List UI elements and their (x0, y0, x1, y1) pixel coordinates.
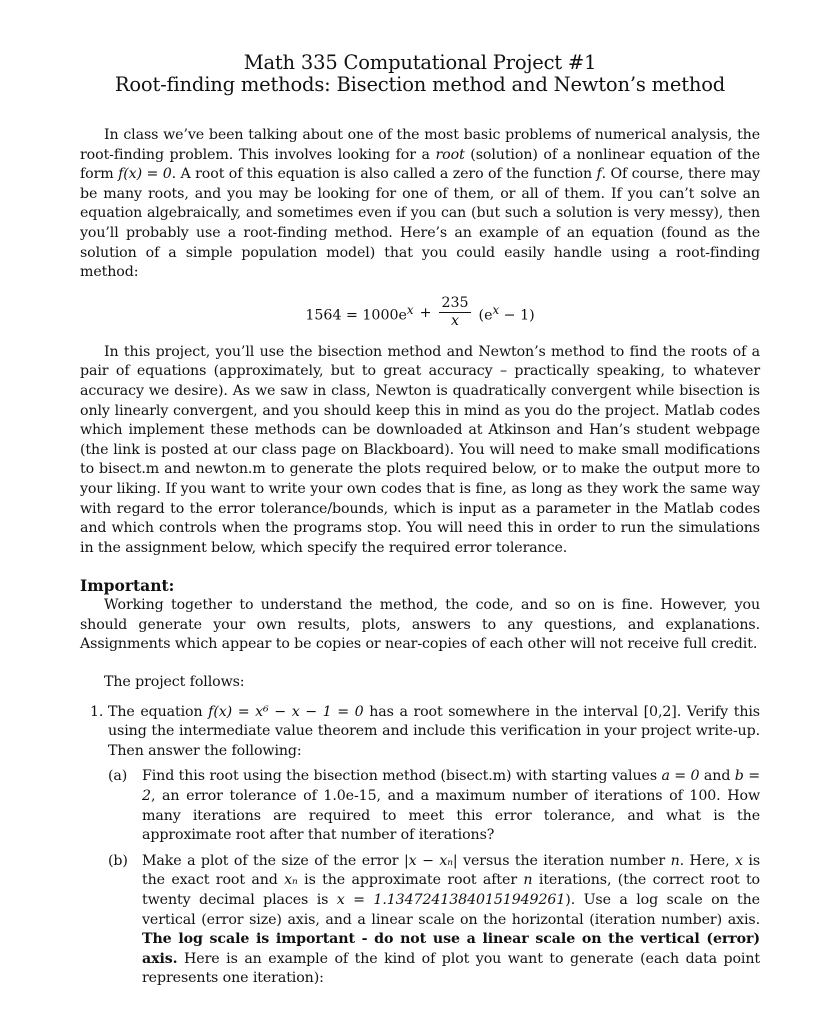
intro-text-b: (solution) of a nonlinear equation of the form (80, 146, 760, 183)
item1b-root-equation: x = 1.13472413840151949261 (336, 892, 566, 908)
equation-lhs-exponent: x (406, 302, 414, 317)
equation-plus: + (419, 304, 432, 321)
item1b-text-d: is the exact root and (142, 852, 761, 889)
item1b-text-e: is the approximate root after (297, 872, 524, 889)
item1b-n2: n (523, 872, 533, 889)
item1b-x1: x (735, 852, 743, 869)
item1b-text-h: Here is an example of the kind of plot you want to generate (each data point represents one iteration): (142, 950, 760, 987)
important-heading: Important: (80, 576, 175, 596)
intro-text-c: . A root of this equation is also called a zero of the function (171, 166, 597, 183)
equation-fraction (439, 295, 470, 330)
intro-text-a: In class we’ve been talking about one of the most basic problems of numerical analysis, the root-finding problem. This involves looking for a (80, 127, 760, 163)
item1-text-b: has a root somewhere in the interval [0,2]. Verify this using the intermediate value theorem and include this verification in your project write-up. Then answer the following: (108, 703, 760, 759)
project-paragraph: In this project, you’ll use the bisection method and Newton’s method to find the roots of a pair of equations (approximately, but to great accuracy – practically speaking, to whatever accuracy we desire). As we saw in class, Newton is quadratically convergent while bisection is only linearly convergent, and you should keep this in mind as you do the project. Matlab codes which implement these methods can be downloaded at Atkinson and Han’s student webpage (the link is posted at our class page on Blackboard). You will need to make small modifications to bisect.m and newton.m to generate the plots required below, or to make the output more to your liking. If you want to write your own codes that is fine, as long as they work the same way with regard to the error tolerance/bounds, which is input as a parameter in the Matlab codes and which controls when the programs stop. You will need this in order to run the simulations in the assignment below, which specify the required error tolerance. (80, 343, 760, 556)
project-list (80, 703, 760, 989)
equation-lhs: 1564 = 1000e (305, 307, 407, 324)
item1b-text-g: ). Use a log scale on the vertical (error size) axis, and a linear scale on the horizontal (iteration number) axis. (142, 892, 760, 928)
fraction-denominator: x (450, 313, 459, 330)
fraction-numerator: 235 (441, 295, 469, 312)
follows-paragraph: The project follows: (104, 674, 245, 691)
intro-text-d: . Of course, there may be many roots, and you may be looking for one of them, or all of them. If you can’t solve an equation algebraically, and sometimes even if you can (but such a solution is very messy), then you’ll probably use a root-finding method. Here’s an example of an equation (found as the solution of a simple population model) that you could easily handle using a root-finding method: (80, 166, 760, 281)
item1b-bold-warning: The log scale is important - do not use a linear scale on the vertical (error) axis. (142, 931, 760, 967)
equation-rhs-exponent: x (492, 302, 500, 317)
item1b-text-b: versus the iteration number (457, 852, 671, 869)
item1a-text-a: Find this root using the bisection method (bisect.m) with starting values (142, 768, 662, 785)
item1b-text-c: . Here, (679, 852, 735, 869)
list-item-1b-marker: (b) (108, 852, 128, 869)
item1a-a-equation: a = 0 (661, 768, 700, 785)
equation-rhs-a: (e (478, 307, 493, 324)
list-item-1a-marker: (a) (108, 768, 128, 785)
intro-paragraph (80, 126, 760, 283)
list-item-1a (80, 767, 760, 845)
list-item-1 (80, 703, 760, 762)
item1a-and: and (699, 768, 735, 785)
equation-rhs-b: − 1) (499, 307, 535, 324)
intro-form-equation: f(x) = 0 (118, 166, 172, 183)
item1-text-a: The equation (108, 703, 209, 720)
item1a-text-b: , an error tolerance of 1.0e-15, and a maximum number of iterations of 100. How many iterations are required to meet this error tolerance, and what is the approximate root after that number of iterations? (142, 788, 760, 844)
document-page (80, 52, 760, 989)
intro-f-word: f (596, 166, 602, 183)
title-line-1: Math 335 Computational Project #1 (243, 51, 597, 74)
item1a-b-equation: b = 2 (142, 768, 760, 805)
display-equation (80, 291, 760, 335)
item1b-xn: xₙ (284, 872, 298, 889)
document-title (80, 52, 760, 96)
item1b-text-a: Make a plot of the size of the error (142, 852, 404, 869)
item1b-n1: n (670, 852, 680, 869)
list-item-1-marker: 1. (90, 703, 104, 720)
list-item-1b (80, 852, 760, 989)
intro-root-word: root (435, 146, 465, 163)
item1b-text-f: iterations, (the correct root to twenty decimal places is (142, 872, 761, 908)
title-line-2: Root-finding methods: Bisection method and Newton’s method (114, 73, 726, 96)
item1b-error-expr: |x − xₙ| (404, 852, 458, 869)
item1-equation: f(x) = x⁶ − x − 1 = 0 (208, 703, 364, 720)
important-paragraph: Working together to understand the method, the code, and so on is fine. However, you should generate your own results, plots, answers to any questions, and explanations. Assignments which appear to be copies or near-copies of each other will not receive full credit. (80, 597, 760, 653)
